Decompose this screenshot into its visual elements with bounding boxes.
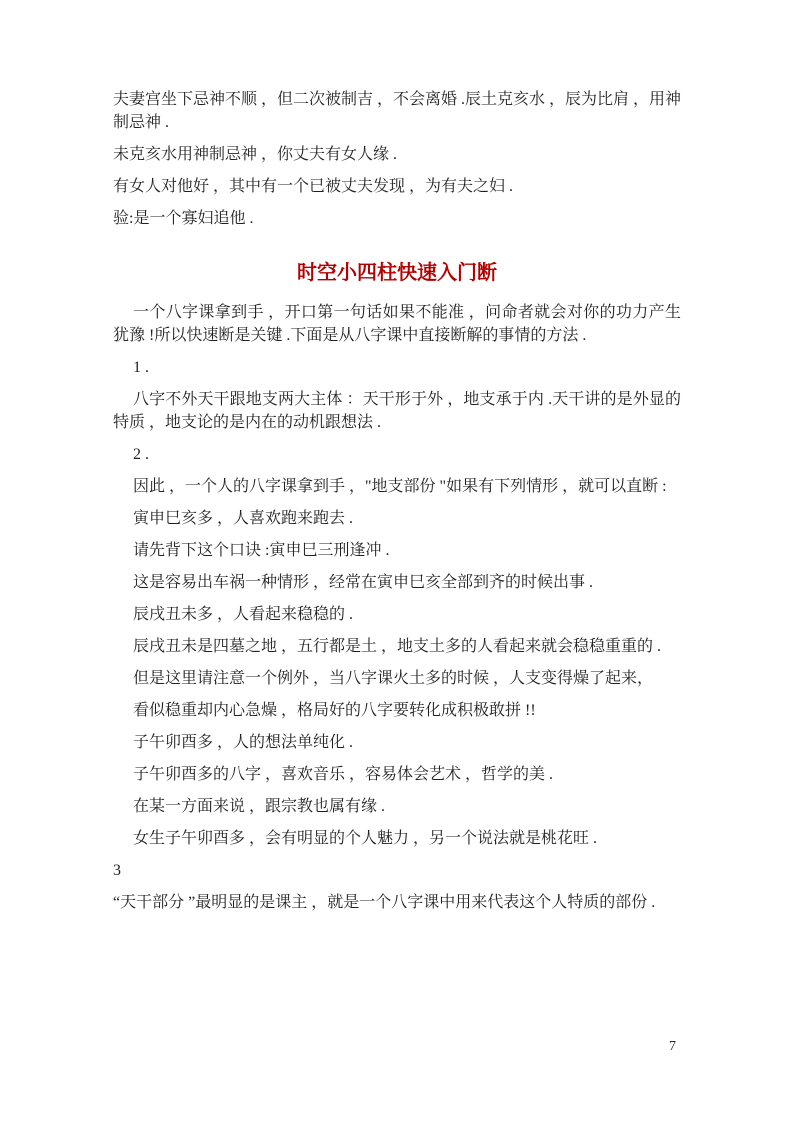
paragraph: 一个八字课拿到手 ，开口第一句话如果不能准 ，问命者就会对你的功力产生犹豫 !所以快速断是关键 .下面是从八字课中直接断解的事情的方法 . xyxy=(113,304,681,344)
paragraph: 夫妻宫坐下忌神不顺 ，但二次被制吉 ，不会离婚 .辰土克亥水 ，辰为比肩 ，用神制忌神 . xyxy=(113,91,682,131)
paragraph: 但是这里请注意一个例外 ，当八字课火土多的时候 ，人支变得燥了起来， xyxy=(133,670,654,687)
paragraph: 在某一方面来说 ，跟宗教也属有缘 . xyxy=(133,798,386,815)
paragraph: 未克亥水用神制忌神 ，你丈夫有女人缘 . xyxy=(113,146,398,163)
paragraph: 3 xyxy=(113,862,121,879)
paragraph: 八字不外天干跟地支两大主体 ：天干形于外 ，地支承于内 .天干讲的是外显的特质 ，地支论的是内在的动机跟想法 . xyxy=(113,391,681,431)
document-title: 时空小四柱快速入门断 xyxy=(297,262,497,284)
paragraph: 这是容易出车祸一种情形 ，经常在寅申巳亥全部到齐的时候出事 . xyxy=(133,574,594,591)
paragraph: 辰戌丑未是四墓之地 ，五行都是土 ，地支土多的人看起来就会稳稳重重的 . xyxy=(133,638,662,655)
paragraph: 子午卯酉多的八字 ，喜欢音乐 ，容易体会艺术 ，哲学的美 . xyxy=(133,766,554,783)
paragraph: 验:是一个寡妇追他 . xyxy=(113,210,254,227)
paragraph: 女生子午卯酉多 ，会有明显的个人魅力 ，另一个说法就是桃花旺 . xyxy=(133,830,598,847)
paragraph: 请先背下这个口诀 :寅申巳三刑逢冲 . xyxy=(133,542,390,559)
paragraph: 2 . xyxy=(133,446,149,463)
paragraph: “天干部分 ”最明显的是课主 ，就是一个八字课中用来代表这个人特质的部份 . xyxy=(113,894,656,911)
paragraph: 有女人对他好 ，其中有一个已被丈夫发现 ，为有夫之妇 . xyxy=(113,178,514,195)
paragraph: 子午卯酉多 ，人的想法单纯化 . xyxy=(133,734,354,751)
paragraph: 因此 ，一个人的八字课拿到手 ，"地支部份 "如果有下列情形 ，就可以直断 : xyxy=(133,478,667,495)
paragraph: 辰戌丑未多 ，人看起来稳稳的 . xyxy=(133,606,354,623)
page-number: 7 xyxy=(669,1039,676,1054)
paragraph: 1 . xyxy=(133,359,149,376)
document-body xyxy=(113,88,681,923)
paragraph: 看似稳重却内心急燥 ，格局好的八字要转化成积极敢拼 !! xyxy=(133,702,536,719)
paragraph: 寅申巳亥多 ，人喜欢跑来跑去 . xyxy=(133,510,354,527)
